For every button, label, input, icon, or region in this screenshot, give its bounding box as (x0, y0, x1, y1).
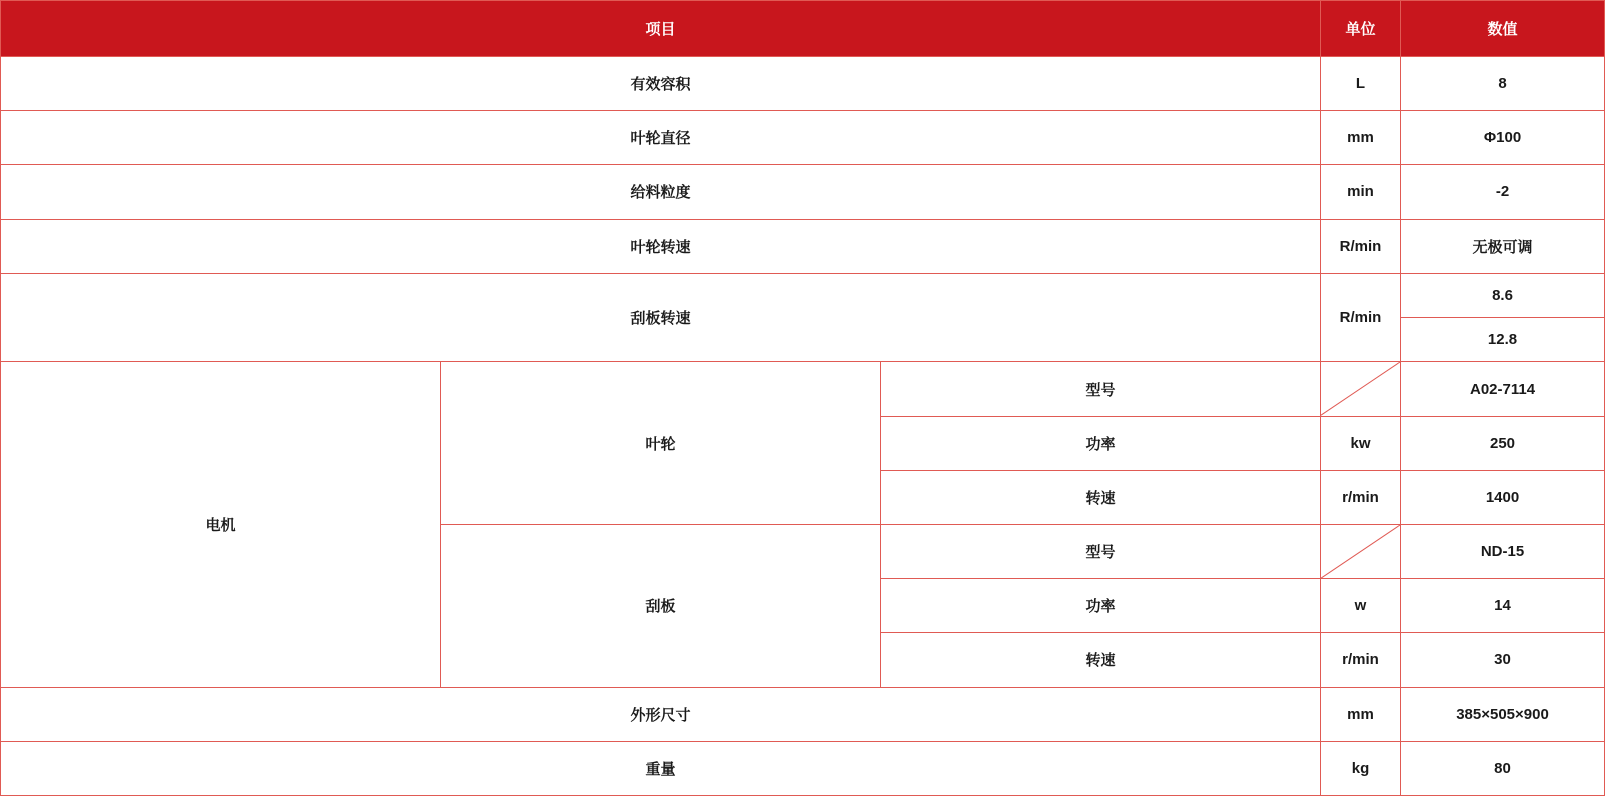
motor-subgroup-label: 刮板 (441, 524, 881, 687)
row-unit-empty (1321, 524, 1401, 578)
table-header (1, 1, 1605, 57)
row-item-label: 给料粒度 (1, 165, 1321, 219)
row-value: Φ100 (1401, 111, 1605, 165)
row-value: A02-7114 (1401, 362, 1605, 416)
row-unit: kw (1321, 416, 1401, 470)
row-unit: R/min (1321, 219, 1401, 273)
row-item-label: 型号 (881, 524, 1321, 578)
row-value: 385×505×900 (1401, 687, 1605, 741)
table-row (1, 741, 1605, 795)
table-row (1, 165, 1605, 219)
row-item-label: 刮板转速 (1, 273, 1321, 362)
header-item: 项目 (1, 1, 1321, 57)
row-value: -2 (1401, 165, 1605, 219)
row-unit: min (1321, 165, 1401, 219)
row-item-label: 功率 (881, 579, 1321, 633)
row-value: 12.8 (1401, 318, 1605, 362)
row-unit: kg (1321, 741, 1401, 795)
table-row (1, 57, 1605, 111)
row-value: 1400 (1401, 470, 1605, 524)
table-row (1, 362, 1605, 416)
table-row (1, 687, 1605, 741)
table-body (1, 57, 1605, 796)
diagonal-slash-icon (1321, 362, 1400, 415)
table-row (1, 273, 1605, 317)
row-value: 无极可调 (1401, 219, 1605, 273)
row-item-label: 功率 (881, 416, 1321, 470)
header-row (1, 1, 1605, 57)
row-value: 30 (1401, 633, 1605, 687)
row-unit: mm (1321, 111, 1401, 165)
diagonal-slash-icon (1321, 525, 1400, 578)
row-unit: w (1321, 579, 1401, 633)
row-item-label: 转速 (881, 470, 1321, 524)
row-value: ND-15 (1401, 524, 1605, 578)
row-value: 8 (1401, 57, 1605, 111)
row-value: 14 (1401, 579, 1605, 633)
row-unit: L (1321, 57, 1401, 111)
row-value: 250 (1401, 416, 1605, 470)
row-item-label: 叶轮转速 (1, 219, 1321, 273)
motor-subgroup-label: 叶轮 (441, 362, 881, 525)
row-unit: r/min (1321, 470, 1401, 524)
row-unit: R/min (1321, 273, 1401, 362)
header-value: 数值 (1401, 1, 1605, 57)
row-item-label: 叶轮直径 (1, 111, 1321, 165)
motor-group-label: 电机 (1, 362, 441, 687)
row-item-label: 有效容积 (1, 57, 1321, 111)
row-item-label: 型号 (881, 362, 1321, 416)
row-unit: mm (1321, 687, 1401, 741)
table-row (1, 219, 1605, 273)
row-item-label: 重量 (1, 741, 1321, 795)
row-item-label: 外形尺寸 (1, 687, 1321, 741)
row-value: 8.6 (1401, 273, 1605, 317)
row-item-label: 转速 (881, 633, 1321, 687)
header-unit: 单位 (1321, 1, 1401, 57)
row-unit-empty (1321, 362, 1401, 416)
row-value: 80 (1401, 741, 1605, 795)
table-row (1, 111, 1605, 165)
row-unit: r/min (1321, 633, 1401, 687)
